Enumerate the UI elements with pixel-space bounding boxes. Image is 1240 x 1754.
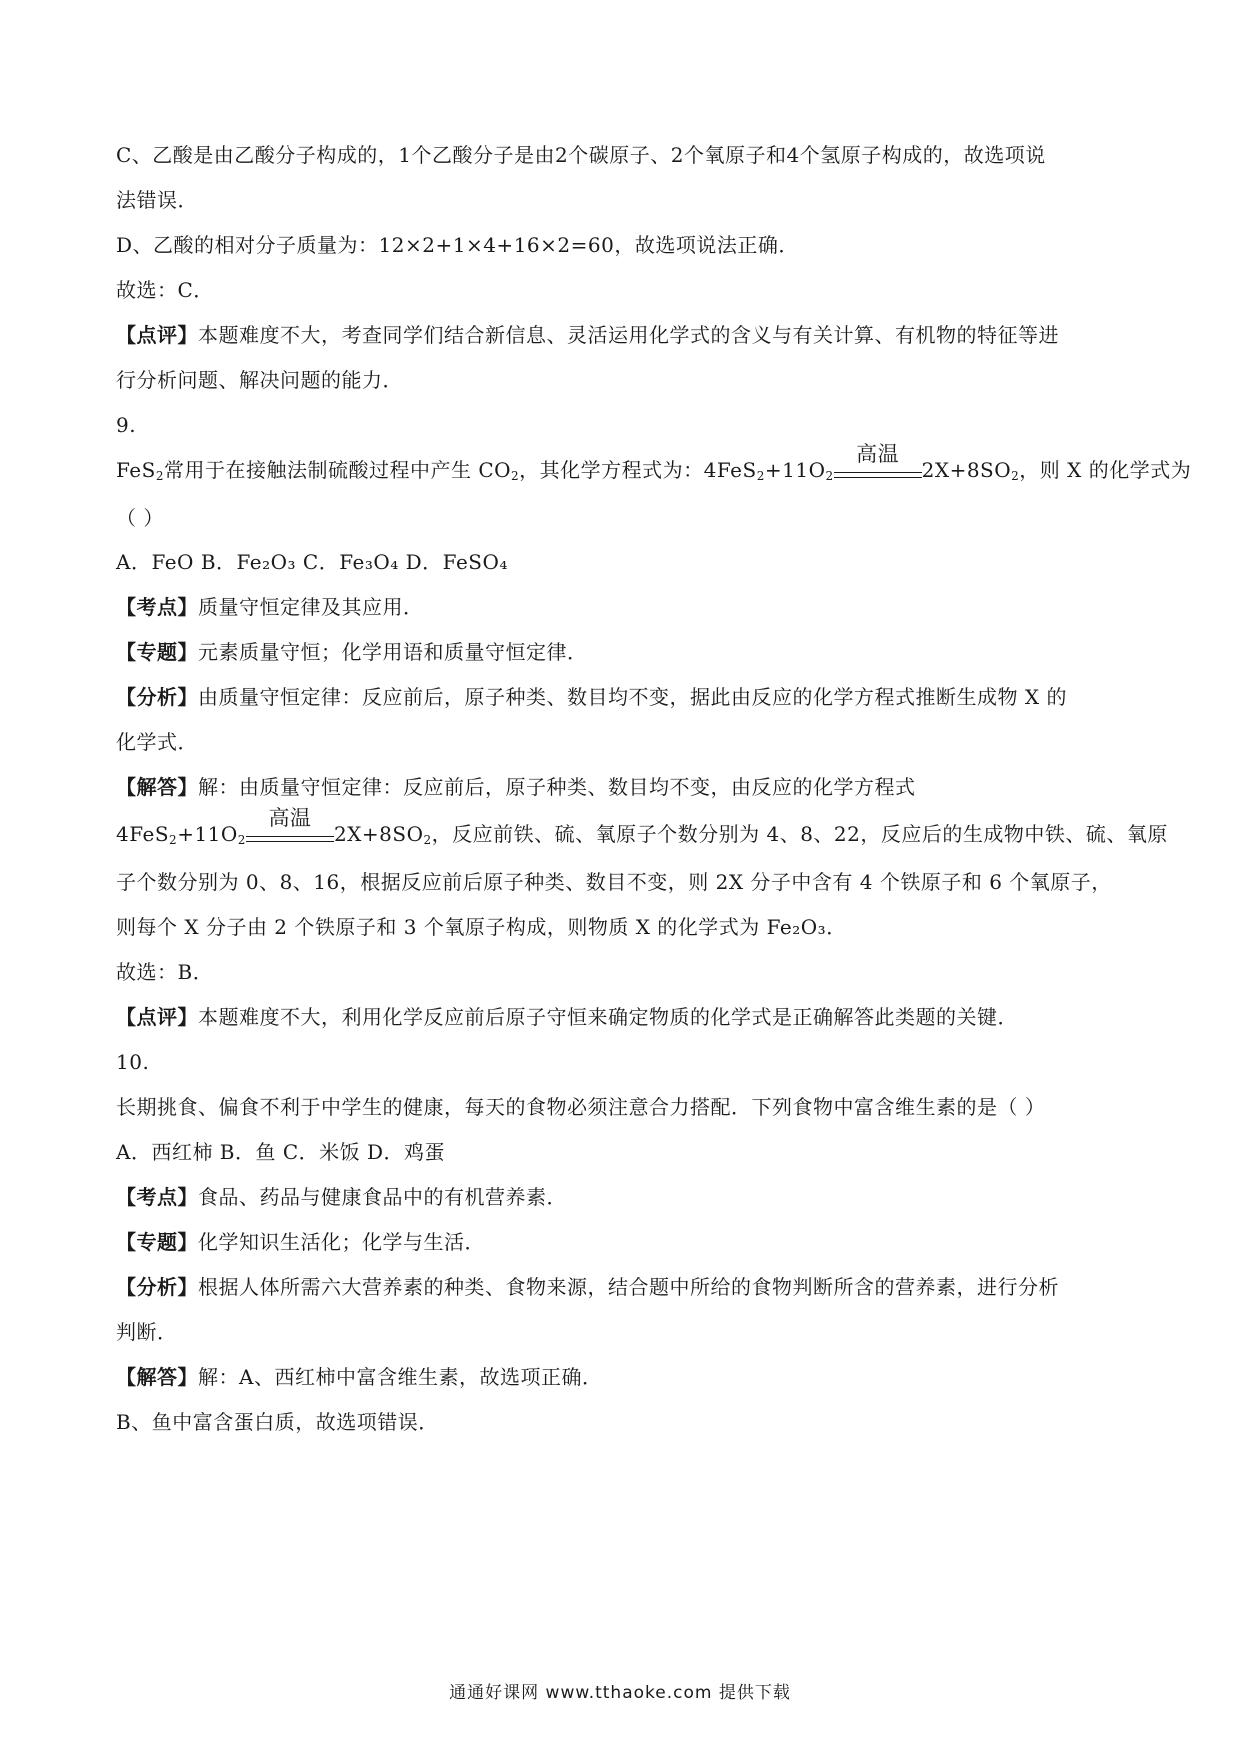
q10-jieda	[116, 1363, 602, 1391]
stem-text: 常用于在接触法制硫酸过程中产生 CO	[163, 458, 512, 482]
review-text: 本题难度不大，考查同学们结合新信息、灵活运用化学式的含义与有关计算、有机物的特征等进	[198, 323, 1059, 347]
fenxi-tag: 【分析】	[116, 1275, 198, 1299]
question-9-options: A．FeO B．Fe₂O₃ C．Fe₃O₄ D．FeSO₄	[116, 550, 508, 574]
question-10-options: A．西红柿 B．鱼 C．米饭 D．鸡蛋	[116, 1140, 446, 1164]
text-line-choice-9: 故选：B．	[116, 960, 214, 984]
kaodian-text: 食品、药品与健康食品中的有机营养素．	[198, 1185, 567, 1209]
q9-jieda-line4: 则每个 X 分子由 2 个铁原子和 3 个氧原子构成，则物质 X 的化学式为 Fe₂O₃．	[116, 915, 847, 939]
zhuanti-text: 化学知识生活化；化学与生活．	[198, 1230, 485, 1254]
review-tag: 【点评】	[116, 323, 198, 347]
zhuanti-tag: 【专题】	[116, 1230, 198, 1254]
text-line-c-option: C、乙酸是由乙酸分子构成的，1个乙酸分子是由2个碳原子、2个氧原子和4个氢原子构成的，故选项说	[116, 143, 1046, 167]
q10-jieda-line2: B、鱼中富含蛋白质，故选项错误．	[116, 1410, 439, 1434]
q9-jieda-line3: 子个数分别为 0、8、16，根据反应前后原子种类、数目不变，则 2X 分子中含有 4 个铁原子和 6 个氧原子，	[116, 870, 1112, 894]
q9-zhuanti	[116, 638, 588, 666]
equation-text: +11O	[177, 822, 238, 846]
jieda-text: 解：由质量守恒定律：反应前后，原子种类、数目均不变，由反应的化学方程式	[198, 775, 916, 799]
subscript: 2	[756, 469, 765, 483]
kaodian-tag: 【考点】	[116, 595, 198, 619]
jieda-tag: 【解答】	[116, 1365, 198, 1389]
question-9-number: 9.	[116, 413, 137, 437]
q9-jieda	[116, 773, 916, 801]
equation-text: 2X+8SO	[333, 822, 424, 846]
reaction-condition-label: 高温	[856, 442, 900, 466]
subscript: 2	[825, 469, 834, 483]
subscript: 2	[511, 469, 520, 483]
equation-text: 4FeS	[116, 822, 170, 846]
review-8	[116, 321, 1059, 349]
text-line-choice-8: 故选：C．	[116, 278, 214, 302]
q10-fenxi-cont: 判断．	[116, 1320, 178, 1344]
q9-fenxi	[116, 683, 1067, 711]
kaodian-tag: 【考点】	[116, 1185, 198, 1209]
formula-fes2: FeS	[116, 458, 156, 482]
text-line-d-option: D、乙酸的相对分子质量为：12×2+1×4+16×2=60，故选项说法正确．	[116, 233, 799, 257]
jieda-text: 解：A、西红柿中富含维生素，故选项正确．	[198, 1365, 603, 1389]
question-10-number: 10.	[116, 1050, 150, 1074]
q9-fenxi-cont: 化学式．	[116, 730, 198, 754]
review-9	[116, 1003, 1018, 1031]
fenxi-text: 由质量守恒定律：反应前后，原子种类、数目均不变，据此由反应的化学方程式推断生成物 X 的	[198, 685, 1067, 709]
zhuanti-tag: 【专题】	[116, 640, 198, 664]
reaction-condition-label: 高温	[268, 806, 312, 830]
jieda-tag: 【解答】	[116, 775, 198, 799]
review-8-cont: 行分析问题、解决问题的能力．	[116, 368, 403, 392]
question-10-stem: 长期挑食、偏食不利于中学生的健康，每天的食物必须注意合力搭配．下列食物中富含维生素的是（ ）	[116, 1095, 1046, 1119]
fenxi-text: 根据人体所需六大营养素的种类、食物来源，结合题中所给的食物判断所含的营养素，进行分析	[198, 1275, 1059, 1299]
zhuanti-text: 元素质量守恒；化学用语和质量守恒定律．	[198, 640, 588, 664]
stem-text: +11O	[764, 458, 826, 482]
review-tag: 【点评】	[116, 1005, 198, 1029]
subscript: 2	[423, 833, 432, 847]
subscript: 2	[155, 469, 164, 483]
stem-text: ，则 X 的化学式为	[1019, 458, 1192, 482]
equals-sign	[246, 836, 334, 842]
reaction-condition-sign	[834, 442, 922, 484]
q10-zhuanti	[116, 1228, 485, 1256]
q9-kaodian	[116, 593, 424, 621]
reaction-condition-sign	[246, 806, 334, 848]
page-footer: 通通好课网 www.tthaoke.com 提供下载	[449, 1683, 791, 1703]
kaodian-text: 质量守恒定律及其应用．	[198, 595, 424, 619]
review-text: 本题难度不大，利用化学反应前后原子守恒来确定物质的化学式是正确解答此类题的关键．	[198, 1005, 1018, 1029]
question-9-paren: （ ）	[116, 506, 164, 530]
subscript: 2	[169, 833, 178, 847]
equation-text: ，反应前铁、硫、氧原子个数分别为 4、8、22，反应后的生成物中铁、硫、氧原	[431, 822, 1168, 846]
subscript: 2	[237, 833, 246, 847]
stem-text: ，其化学方程式为：4FeS	[519, 458, 757, 482]
text-line-c-option-cont: 法错误．	[116, 188, 198, 212]
subscript: 2	[1011, 469, 1020, 483]
stem-text: 2X+8SO	[921, 458, 1012, 482]
equals-sign	[834, 472, 922, 478]
fenxi-tag: 【分析】	[116, 685, 198, 709]
question-9-stem	[116, 442, 1192, 484]
document-page	[116, 0, 1192, 1754]
q9-jieda-equation	[116, 806, 1168, 848]
q10-fenxi	[116, 1273, 1059, 1301]
q10-kaodian	[116, 1183, 567, 1211]
